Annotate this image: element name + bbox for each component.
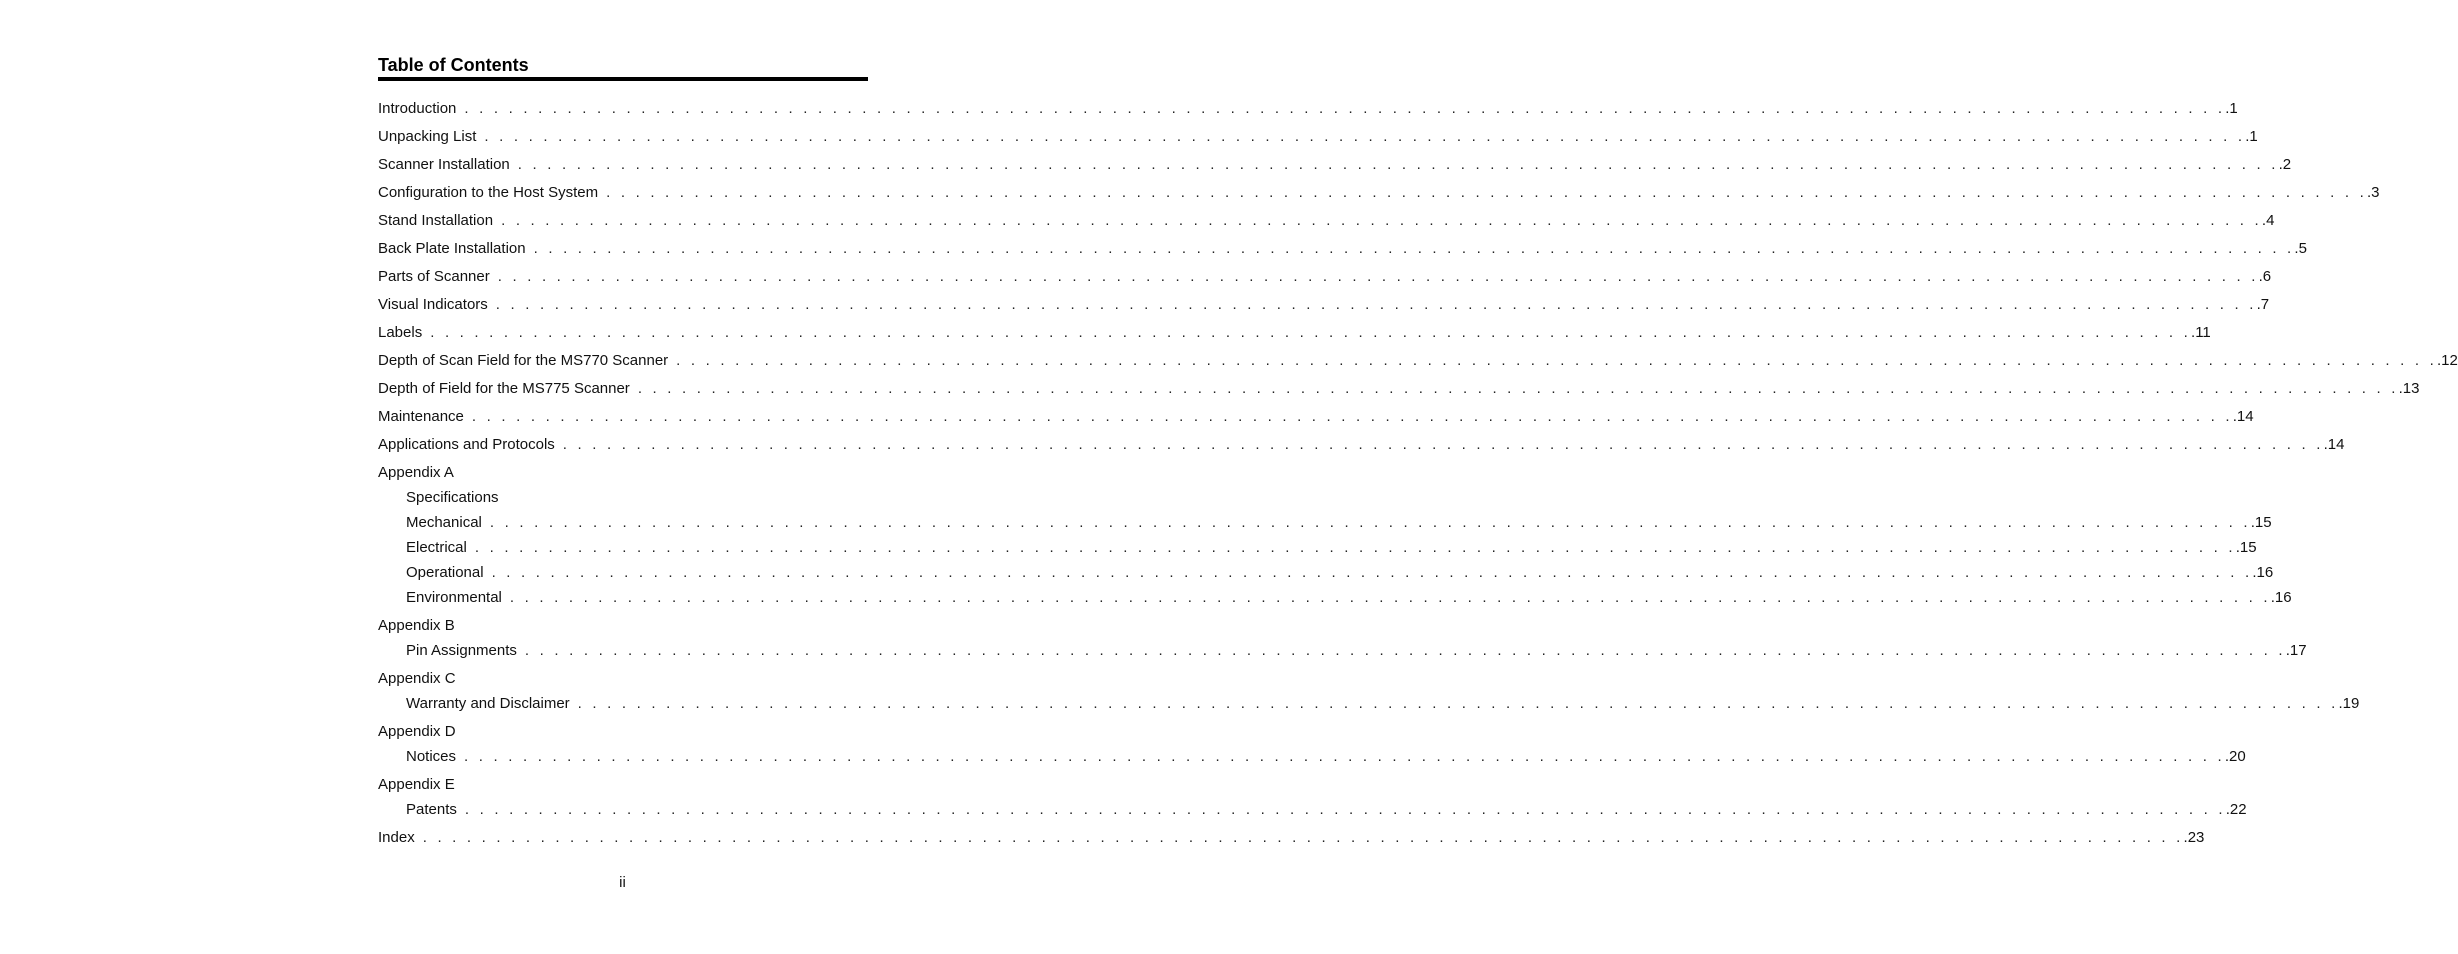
toc-entry-label: Applications and Protocols — [378, 436, 555, 453]
toc-entry-page: .22 — [2225, 801, 2247, 818]
toc-entry[interactable] — [378, 295, 2270, 315]
toc-entry-label: Electrical — [406, 539, 467, 556]
toc-entry-label: Depth of Field for the MS775 Scanner — [378, 380, 630, 397]
toc-entry-page: .3 — [2366, 184, 2380, 201]
title-rule — [378, 77, 868, 81]
toc-subentry[interactable] — [406, 588, 2292, 608]
toc-entry-label: Configuration to the Host System — [378, 184, 599, 201]
toc-entry-page: .4 — [2261, 212, 2275, 229]
dot-leader: . . . . . . . . . . . . . . . . . . . . . . . . . . . . . . . . . . . . . . . . . . . . . . . . . . . . . . . . . . . . . . . . . . . . . . . . . . . . . . . . . . . . . . . . . . . . . . . . . . . . . . . . . . . . . . . . . . . . . . . . — [497, 268, 2259, 285]
dot-leader: . . . . . . . . . . . . . . . . . . . . . . . . . . . . . . . . . . . . . . . . . . . . . . . . . . . . . . . . . . . . . . . . . . . . . . . . . . . . . . . . . . . . . . . . . . . . . . . . . . . . . . . . . . . . . . . . . . . . . . . . — [676, 352, 2437, 369]
footer-page-number: ii — [619, 874, 626, 891]
dot-leader: . . . . . . . . . . . . . . . . . . . . . . . . . . . . . . . . . . . . . . . . . . . . . . . . . . . . . . . . . . . . . . . . . . . . . . . . . . . . . . . . . . . . . . . . . . . . . . . . . . . . . . . . . . . . . . . . . . . . . . . . — [422, 829, 2184, 846]
toc-entry[interactable] — [378, 99, 2238, 119]
toc-entry-page: .1 — [2245, 128, 2258, 145]
dot-leader: . . . . . . . . . . . . . . . . . . . . . . . . . . . . . . . . . . . . . . . . . . . . . . . . . . . . . . . . . . . . . . . . . . . . . . . . . . . . . . . . . . . . . . . . . . . . . . . . . . . . . . . . . . . . . . . . . . . . . . . . — [524, 642, 2286, 659]
toc-entry-label: Labels — [378, 324, 423, 341]
toc-entry-page: .7 — [2256, 296, 2270, 313]
toc-entry-page: .5 — [2294, 240, 2307, 257]
toc-subentry[interactable] — [406, 694, 2360, 714]
toc-entry-page: .19 — [2338, 695, 2360, 712]
dot-leader: . . . . . . . . . . . . . . . . . . . . . . . . . . . . . . . . . . . . . . . . . . . . . . . . . . . . . . . . . . . . . . . . . . . . . . . . . . . . . . . . . . . . . . . . . . . . . . . . . . . . . . . . . . . . . . . . . . . . . . . . — [489, 514, 2251, 531]
toc-entry-label: Scanner Installation — [378, 156, 510, 173]
toc-entry-page: .20 — [2224, 748, 2246, 765]
toc-entry-label: Appendix C — [378, 670, 456, 687]
toc-entry[interactable] — [378, 669, 855, 689]
dot-leader: . . . . . . . . . . . . . . . . . . . . . . . . . . . . . . . . . . . . . . . . . . . . . . . . . . . . . . . . . . . . . . . . . . . . . . . . . . . . . . . . . . . . . . . . . . . . . . . . . . . . . . . . . . . . . . . . . . . . . . . . — [501, 212, 2262, 229]
toc-entry[interactable] — [378, 267, 2272, 287]
dot-leader: . . . . . . . . . . . . . . . . . . . . . . . . . . . . . . . . . . . . . . . . . . . . . . . . . . . . . . . . . . . . . . . . . . . . . . . . . . . . . . . . . . . . . . . . . . . . . . . . . . . . . . . . . . . . . . . . . . . . . . . . — [464, 748, 2225, 765]
toc-entry-label: Visual Indicators — [378, 296, 488, 313]
dot-leader: . . . . . . . . . . . . . . . . . . . . . . . . . . . . . . . . . . . . . . . . . . . . . . . . . . . . . . . . . . . . . . . . . . . . . . . . . . . . . . . . . . . . . . . . . . . . . . . . . . . . . . . . . . . . . . . . . . . . . . . . — [491, 564, 2253, 581]
toc-entry-label: Introduction — [378, 100, 457, 117]
toc-entry-page: .23 — [2183, 829, 2205, 846]
toc-entry-page: .12 — [2437, 352, 2458, 369]
toc-entry-label: Back Plate Installation — [378, 240, 526, 257]
toc-entry[interactable] — [378, 155, 2292, 175]
toc-entry-label: Patents — [406, 801, 457, 818]
toc-subentry[interactable] — [406, 747, 2246, 767]
toc-entry[interactable] — [378, 351, 2458, 371]
toc-entry[interactable] — [378, 127, 2258, 147]
toc-entry-label: Appendix D — [378, 723, 456, 740]
toc-entry-label: Parts of Scanner — [378, 268, 490, 285]
toc-entry[interactable] — [378, 379, 2420, 399]
dot-leader: . . . . . . . . . . . . . . . . . . . . . . . . . . . . . . . . . . . . . . . . . . . . . . . . . . . . . . . . . . . . . . . . . . . . . . . . . . . . . . . . . . . . . . . . . . . . . . . . . . . . . . . . . . . . . . . . . . . . . . . . — [637, 380, 2399, 397]
toc-entry-page: .15 — [2250, 514, 2272, 531]
dot-leader: . . . . . . . . . . . . . . . . . . . . . . . . . . . . . . . . . . . . . . . . . . . . . . . . . . . . . . . . . . . . . . . . . . . . . . . . . . . . . . . . . . . . . . . . . . . . . . . . . . . . . . . . . . . . . . . . . . . . . . . . — [509, 589, 2271, 606]
toc-entry[interactable] — [378, 183, 2380, 203]
toc-subentry[interactable] — [406, 800, 2247, 820]
toc-entry-label: Specifications — [406, 489, 499, 506]
toc-subentry[interactable] — [406, 513, 2272, 533]
toc-entry[interactable] — [378, 435, 2345, 455]
toc-entry-label: Appendix B — [378, 617, 455, 634]
toc-entry-label: Stand Installation — [378, 212, 494, 229]
toc-entry[interactable] — [378, 828, 2205, 848]
toc-entry-page: .13 — [2398, 380, 2420, 397]
toc-entry-label: Appendix E — [378, 776, 455, 793]
toc-entry-label: Operational — [406, 564, 484, 581]
toc-subentry[interactable] — [406, 488, 855, 508]
toc-entry[interactable] — [378, 239, 2307, 259]
toc-entry-label: Environmental — [406, 589, 502, 606]
toc-entry-label: Unpacking List — [378, 128, 477, 145]
dot-leader: . . . . . . . . . . . . . . . . . . . . . . . . . . . . . . . . . . . . . . . . . . . . . . . . . . . . . . . . . . . . . . . . . . . . . . . . . . . . . . . . . . . . . . . . . . . . . . . . . . . . . . . . . . . . . . . . . . . . . . . . — [471, 408, 2233, 425]
toc-entry[interactable] — [378, 775, 855, 795]
dot-leader: . . . . . . . . . . . . . . . . . . . . . . . . . . . . . . . . . . . . . . . . . . . . . . . . . . . . . . . . . . . . . . . . . . . . . . . . . . . . . . . . . . . . . . . . . . . . . . . . . . . . . . . . . . . . . . . . . . . . . . . . — [562, 436, 2324, 453]
toc-subentry[interactable] — [406, 538, 2257, 558]
dot-leader: . . . . . . . . . . . . . . . . . . . . . . . . . . . . . . . . . . . . . . . . . . . . . . . . . . . . . . . . . . . . . . . . . . . . . . . . . . . . . . . . . . . . . . . . . . . . . . . . . . . . . . . . . . . . . . . . . . . . . . . . — [474, 539, 2236, 556]
toc-entry-page: .11 — [2191, 324, 2211, 341]
toc-entry[interactable] — [378, 407, 2254, 427]
toc-entry-page: .2 — [2278, 156, 2292, 173]
toc-entry[interactable] — [378, 463, 855, 483]
toc-entry-label: Index — [378, 829, 415, 846]
toc-entry[interactable] — [378, 722, 855, 742]
toc-entry-page: .14 — [2232, 408, 2254, 425]
toc-entry-label: Depth of Scan Field for the MS770 Scanner — [378, 352, 669, 369]
dot-leader: . . . . . . . . . . . . . . . . . . . . . . . . . . . . . . . . . . . . . . . . . . . . . . . . . . . . . . . . . . . . . . . . . . . . . . . . . . . . . . . . . . . . . . . . . . . . . . . . . . . . . . . . . . . . . . . . . . . . . . . . — [606, 184, 2367, 201]
toc-subentry[interactable] — [406, 641, 2307, 661]
toc-page — [378, 54, 2458, 846]
toc-entry-label: Pin Assignments — [406, 642, 517, 659]
dot-leader: . . . . . . . . . . . . . . . . . . . . . . . . . . . . . . . . . . . . . . . . . . . . . . . . . . . . . . . . . . . . . . . . . . . . . . . . . . . . . . . . . . . . . . . . . . . . . . . . . . . . . . . . . . . . . . . . . . . . . . . . — [430, 324, 2192, 341]
toc-entry-page: .16 — [2252, 564, 2274, 581]
dot-leader: . . . . . . . . . . . . . . . . . . . . . . . . . . . . . . . . . . . . . . . . . . . . . . . . . . . . . . . . . . . . . . . . . . . . . . . . . . . . . . . . . . . . . . . . . . . . . . . . . . . . . . . . . . . . . . . . . . . . . . . . — [517, 156, 2279, 173]
dot-leader: . . . . . . . . . . . . . . . . . . . . . . . . . . . . . . . . . . . . . . . . . . . . . . . . . . . . . . . . . . . . . . . . . . . . . . . . . . . . . . . . . . . . . . . . . . . . . . . . . . . . . . . . . . . . . . . . . . . . . . . . — [464, 100, 2226, 117]
toc-subentry[interactable] — [406, 563, 2274, 583]
toc-entry-page: .16 — [2270, 589, 2292, 606]
toc-entry[interactable] — [378, 323, 2211, 343]
toc-entry-page: .14 — [2323, 436, 2345, 453]
dot-leader: . . . . . . . . . . . . . . . . . . . . . . . . . . . . . . . . . . . . . . . . . . . . . . . . . . . . . . . . . . . . . . . . . . . . . . . . . . . . . . . . . . . . . . . . . . . . . . . . . . . . . . . . . . . . . . . . . . . . . . . . — [484, 128, 2246, 145]
toc-entry[interactable] — [378, 616, 855, 636]
toc-entry-page: .17 — [2285, 642, 2307, 659]
toc-entry-label: Notices — [406, 748, 457, 765]
toc-entry[interactable] — [378, 211, 2275, 231]
toc-entry-page: .15 — [2235, 539, 2257, 556]
dot-leader: . . . . . . . . . . . . . . . . . . . . . . . . . . . . . . . . . . . . . . . . . . . . . . . . . . . . . . . . . . . . . . . . . . . . . . . . . . . . . . . . . . . . . . . . . . . . . . . . . . . . . . . . . . . . . . . . . . . . . . . . — [464, 801, 2226, 818]
toc-entry-label: Appendix A — [378, 464, 454, 481]
dot-leader: . . . . . . . . . . . . . . . . . . . . . . . . . . . . . . . . . . . . . . . . . . . . . . . . . . . . . . . . . . . . . . . . . . . . . . . . . . . . . . . . . . . . . . . . . . . . . . . . . . . . . . . . . . . . . . . . . . . . . . . . — [533, 240, 2295, 257]
dot-leader: . . . . . . . . . . . . . . . . . . . . . . . . . . . . . . . . . . . . . . . . . . . . . . . . . . . . . . . . . . . . . . . . . . . . . . . . . . . . . . . . . . . . . . . . . . . . . . . . . . . . . . . . . . . . . . . . . . . . . . . . — [495, 296, 2257, 313]
toc-entry-page: .6 — [2258, 268, 2272, 285]
toc-entry-label: Warranty and Disclaimer — [406, 695, 570, 712]
toc-entry-page: .1 — [2225, 100, 2238, 117]
toc-entry-label: Maintenance — [378, 408, 464, 425]
toc-entry-label: Mechanical — [406, 514, 482, 531]
page-title: Table of Contents — [378, 55, 529, 75]
dot-leader: . . . . . . . . . . . . . . . . . . . . . . . . . . . . . . . . . . . . . . . . . . . . . . . . . . . . . . . . . . . . . . . . . . . . . . . . . . . . . . . . . . . . . . . . . . . . . . . . . . . . . . . . . . . . . . . . . . . . . . . . — [577, 695, 2339, 712]
